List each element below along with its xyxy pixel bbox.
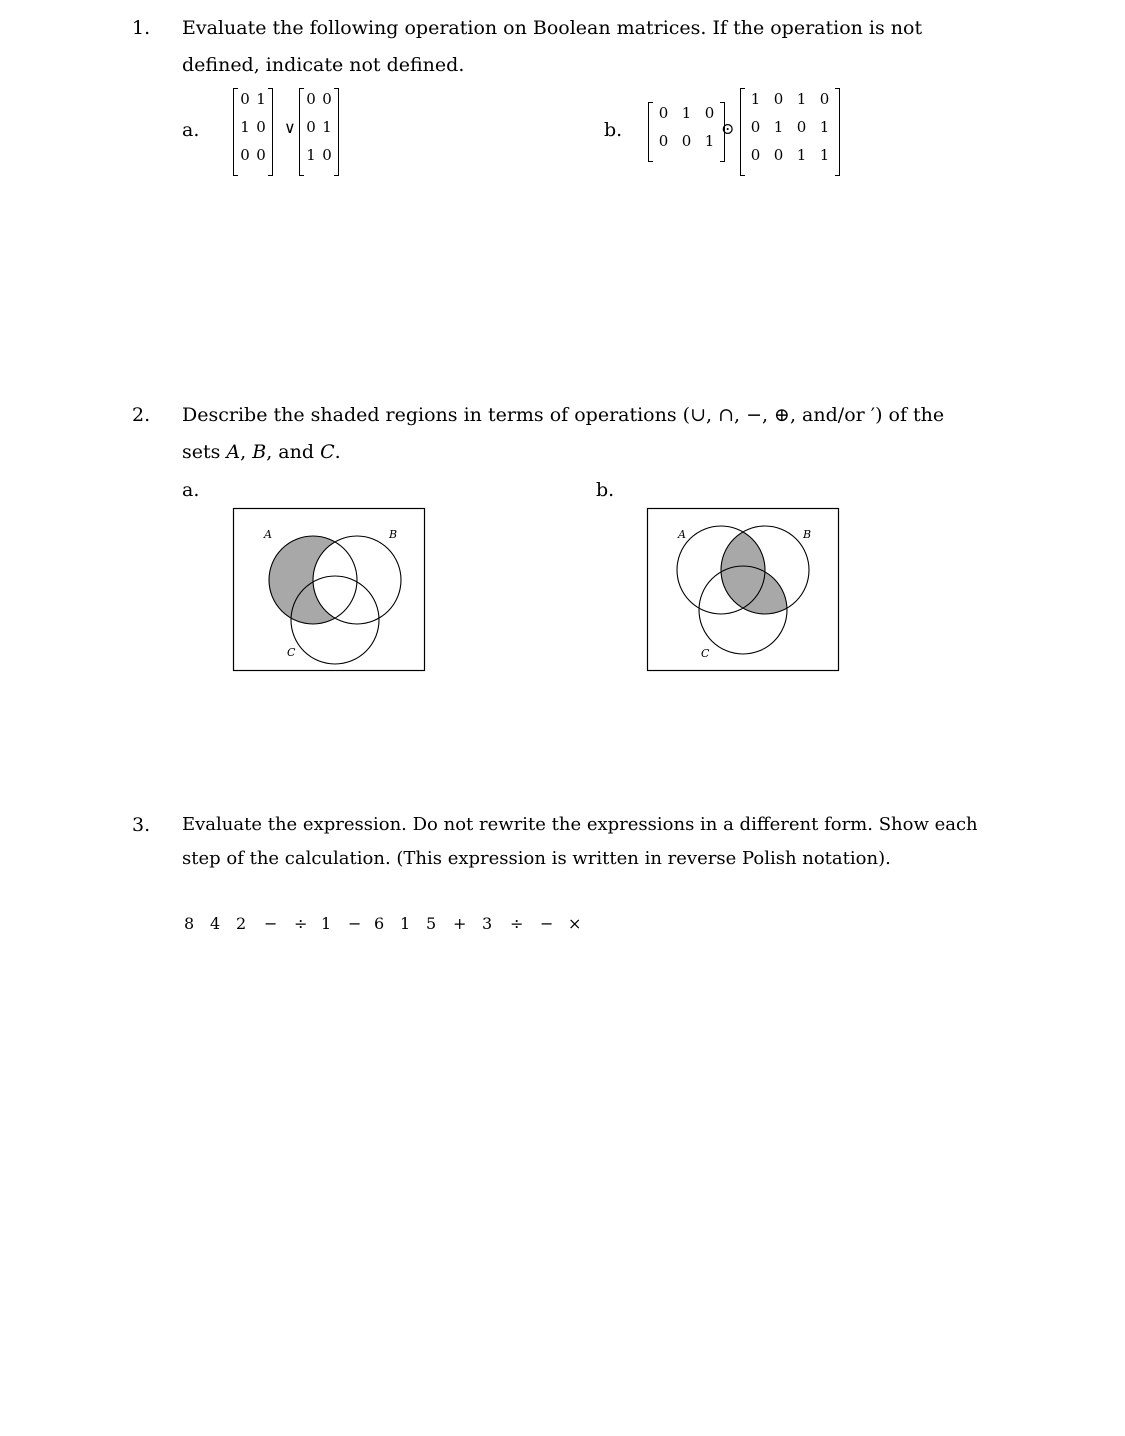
matrix-cell: 1: [240, 118, 250, 136]
rpn-token: 1: [321, 914, 332, 933]
label-b: B: [389, 528, 398, 541]
matrix-cell: 0: [256, 118, 266, 136]
label-c: C: [701, 647, 710, 660]
bracket-corner: [268, 88, 272, 89]
matrix-cell: 0: [796, 118, 807, 136]
rpn-token: ×: [568, 914, 582, 933]
bracket-corner: [835, 88, 839, 89]
matrix-cell: 0: [306, 118, 316, 136]
matrix-cell: 1: [819, 146, 830, 164]
set-b-name: B: [252, 441, 267, 463]
label-a: A: [264, 528, 272, 541]
question-1-text-line2: defined, indicate not defined.: [182, 54, 465, 76]
bracket-corner: [835, 175, 839, 176]
bracket-corner: [720, 161, 724, 162]
bracket-corner: [300, 175, 304, 176]
question-2a-label: a.: [182, 479, 200, 501]
bracket-corner: [720, 102, 724, 103]
matrix-cell: 0: [750, 118, 761, 136]
rpn-token: +: [453, 914, 467, 933]
bracket-corner: [234, 88, 238, 89]
label-a: A: [678, 528, 686, 541]
matrix-cell: 1: [773, 118, 784, 136]
operator-symbol: ⊙: [721, 119, 735, 138]
question-2-text-line2: [182, 441, 341, 463]
matrix-b-left: [648, 102, 725, 162]
question-1a-label: a.: [182, 119, 200, 141]
label-c: C: [287, 646, 296, 659]
question-2-text-line1: Describe the shaded regions in terms of operations (∪, ∩, −, ⊕, and/or ′) of the: [182, 404, 945, 426]
comma: ,: [240, 441, 253, 463]
rpn-token: 6: [374, 914, 385, 933]
sets-prefix: sets: [182, 441, 227, 463]
matrix-cell: 0: [256, 146, 266, 164]
rpn-token: ÷: [294, 914, 308, 933]
matrix-cell: 1: [796, 90, 807, 108]
rpn-token: −: [540, 914, 554, 933]
matrix-cell: 0: [322, 146, 332, 164]
matrix-a-left: [233, 88, 273, 176]
question-1a-expression: [233, 88, 353, 178]
matrix-cell: 1: [306, 146, 316, 164]
question-1-text-line1: Evaluate the following operation on Boolean matrices. If the operation is not: [182, 17, 923, 39]
question-3-text-line1: Evaluate the expression. Do not rewrite the expressions in a different form. Show each: [182, 814, 978, 835]
matrix-cell: 0: [240, 90, 250, 108]
question-1b-label: b.: [604, 119, 623, 141]
operator-symbol: ∨: [284, 118, 296, 137]
rpn-token: 5: [426, 914, 437, 933]
rpn-expression: [182, 914, 602, 938]
matrix-cell: 1: [704, 132, 715, 150]
rpn-token: ÷: [510, 914, 524, 933]
matrix-cell: 0: [658, 104, 669, 122]
question-3-number: 3.: [132, 814, 151, 836]
matrix-cell: 1: [322, 118, 332, 136]
rpn-token: 3: [482, 914, 493, 933]
matrix-cell: 0: [819, 90, 830, 108]
matrix-cell: 0: [681, 132, 692, 150]
matrix-cell: 0: [322, 90, 332, 108]
matrix-cell: 0: [306, 90, 316, 108]
question-2b-label: b.: [596, 479, 615, 501]
rpn-token: 8: [184, 914, 195, 933]
matrix-cell: 0: [704, 104, 715, 122]
bracket-corner: [649, 161, 653, 162]
matrix-cell: 1: [796, 146, 807, 164]
set-c-name: C: [320, 441, 335, 463]
matrix-cell: 0: [240, 146, 250, 164]
rpn-token: −: [348, 914, 362, 933]
venn-diagram-a: [232, 507, 428, 673]
set-a-name: A: [226, 441, 241, 463]
bracket-corner: [268, 175, 272, 176]
rpn-token: 4: [210, 914, 221, 933]
bracket-corner: [741, 88, 745, 89]
period: .: [334, 441, 341, 463]
bracket-corner: [741, 175, 745, 176]
matrix-b-right: [740, 88, 840, 176]
matrix-cell: 0: [773, 90, 784, 108]
question-1b-expression: [647, 88, 847, 178]
and-word: , and: [266, 441, 321, 463]
label-b: B: [803, 528, 812, 541]
matrix-cell: 1: [750, 90, 761, 108]
matrix-cell: 1: [256, 90, 266, 108]
rpn-token: 2: [236, 914, 247, 933]
rpn-token: −: [264, 914, 278, 933]
matrix-cell: 0: [658, 132, 669, 150]
rpn-token: 1: [400, 914, 411, 933]
matrix-cell: 0: [750, 146, 761, 164]
question-2-number: 2.: [132, 404, 151, 426]
matrix-a-right: [299, 88, 339, 176]
bracket-corner: [234, 175, 238, 176]
venn-diagram-b: [646, 507, 842, 673]
matrix-cell: 1: [681, 104, 692, 122]
bracket-corner: [334, 175, 338, 176]
bracket-corner: [300, 88, 304, 89]
bracket-corner: [649, 102, 653, 103]
bracket-corner: [334, 88, 338, 89]
matrix-cell: 0: [773, 146, 784, 164]
question-1-number: 1.: [132, 17, 151, 39]
matrix-cell: 1: [819, 118, 830, 136]
question-3-text-line2: step of the calculation. (This expression is written in reverse Polish notation).: [182, 848, 891, 869]
